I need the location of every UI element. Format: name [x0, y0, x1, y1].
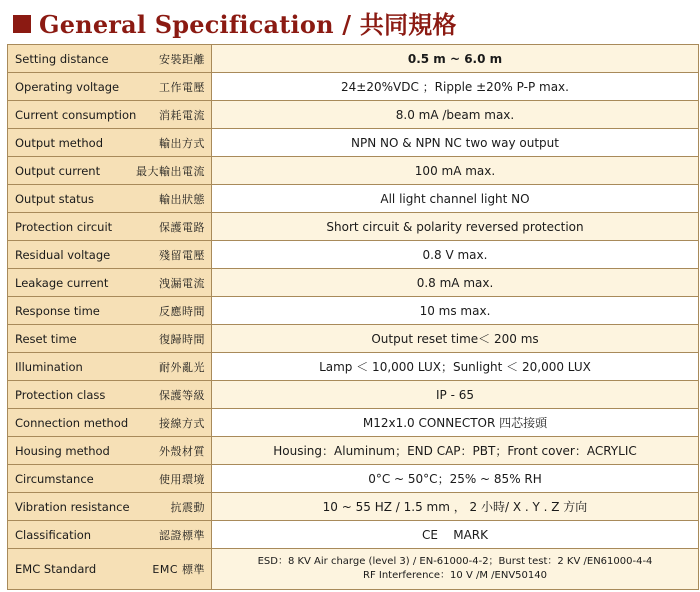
label-zh: 輸出狀態 [159, 192, 205, 206]
row-value: IP - 65 [212, 381, 699, 409]
label-en: Housing method [15, 443, 110, 458]
label-zh: 保護電路 [159, 220, 205, 234]
label-en: EMC Standard [15, 562, 97, 576]
label-en: Protection class [15, 387, 106, 402]
label-en: Classification [15, 527, 92, 542]
label-en: Response time [15, 303, 100, 318]
label-zh: 外殼材質 [159, 444, 205, 458]
table-row [8, 297, 699, 325]
row-value: NPN NO & NPN NC two way output [212, 129, 699, 157]
section-header [0, 0, 700, 44]
row-value: M12x1.0 CONNECTOR 四芯接頭 [212, 409, 699, 437]
label-en: Reset time [15, 331, 77, 346]
label-zh: 反應時間 [159, 304, 205, 318]
label-zh: EMC 標準 [152, 563, 205, 576]
row-label [8, 157, 212, 185]
label-en: Output current [15, 163, 101, 178]
table-row [8, 381, 699, 409]
row-label [8, 353, 212, 381]
label-en: Operating voltage [15, 79, 120, 94]
row-label [8, 409, 212, 437]
table-row [8, 521, 699, 549]
table-row [8, 241, 699, 269]
row-value: Housing：Aluminum；END CAP：PBT；Front cover：ACRYLIC [212, 437, 699, 465]
label-zh: 抗震動 [170, 500, 205, 514]
row-label [8, 297, 212, 325]
row-value: All light channel light NO [212, 185, 699, 213]
row-value: 0.8 mA max. [212, 269, 699, 297]
label-zh: 洩漏電流 [159, 276, 205, 290]
label-en: Illumination [15, 359, 83, 374]
row-value: Output reset time＜ 200 ms [212, 325, 699, 353]
label-zh: 認證標準 [159, 528, 205, 542]
row-value [212, 549, 699, 590]
table-row [8, 129, 699, 157]
label-en: Current consumption [15, 107, 137, 122]
row-label [8, 465, 212, 493]
label-zh: 保護等級 [159, 388, 205, 402]
table-row [8, 409, 699, 437]
emc-line-1: ESD：8 KV Air charge (level 3) / EN-61000-4-2；Burst test：2 KV /EN61000-4-4 [257, 556, 653, 567]
label-zh: 消耗電流 [159, 108, 205, 122]
table-row [8, 325, 699, 353]
label-zh: 使用環境 [159, 472, 205, 486]
row-value: 24±20%VDC ；Ripple ±20% P-P max. [212, 73, 699, 101]
row-label [8, 73, 212, 101]
label-zh: 最大輸出電流 [136, 164, 205, 178]
page-title: General Specification / 共同規格 [39, 9, 457, 39]
emc-line-2: RF Interference：10 V /M /ENV50140 [363, 570, 547, 581]
table-row [8, 213, 699, 241]
table-row [8, 157, 699, 185]
label-zh: 接線方式 [159, 416, 205, 430]
row-value: 8.0 mA /beam max. [212, 101, 699, 129]
row-value: 0°C ~ 50°C；25% ~ 85% RH [212, 465, 699, 493]
table-row [8, 353, 699, 381]
label-zh: 耐外亂光 [159, 360, 205, 374]
table-row [8, 269, 699, 297]
row-label [8, 521, 212, 549]
row-label [8, 45, 212, 73]
label-zh: 復歸時間 [159, 332, 205, 346]
row-label [8, 241, 212, 269]
row-value: 100 mA max. [212, 157, 699, 185]
row-label [8, 549, 212, 590]
table-row [8, 45, 699, 73]
label-en: Output method [15, 135, 104, 150]
label-zh: 工作電壓 [159, 80, 205, 94]
label-en: Residual voltage [15, 247, 111, 262]
label-en: Setting distance [15, 51, 109, 66]
label-zh: 安裝距離 [159, 52, 205, 66]
row-label [8, 437, 212, 465]
row-value: 10 ~ 55 HZ / 1.5 mm ， 2 小時/ X . Y . Z 方向 [212, 493, 699, 521]
table-row [8, 493, 699, 521]
label-en: Output status [15, 191, 94, 206]
table-row [8, 465, 699, 493]
table-row [8, 185, 699, 213]
row-value: Short circuit & polarity reversed protection [212, 213, 699, 241]
label-en: Circumstance [15, 471, 94, 486]
table-row [8, 73, 699, 101]
row-value: Lamp ＜ 10,000 LUX；Sunlight ＜ 20,000 LUX [212, 353, 699, 381]
row-value: 0.8 V max. [212, 241, 699, 269]
row-label [8, 325, 212, 353]
label-zh: 殘留電壓 [159, 248, 205, 262]
label-zh: 輸出方式 [159, 136, 205, 150]
row-label [8, 269, 212, 297]
row-label [8, 213, 212, 241]
label-en: Connection method [15, 415, 129, 430]
row-label [8, 101, 212, 129]
table-row [8, 549, 699, 590]
label-en: Vibration resistance [15, 499, 130, 514]
specification-table [7, 44, 699, 590]
table-row [8, 101, 699, 129]
row-value: CE MARK [212, 521, 699, 549]
header-square-icon [13, 15, 31, 33]
row-label [8, 185, 212, 213]
table-row [8, 437, 699, 465]
label-en: Leakage current [15, 275, 109, 290]
row-label [8, 493, 212, 521]
row-label [8, 129, 212, 157]
row-value: 0.5 m ~ 6.0 m [212, 45, 699, 73]
row-label [8, 381, 212, 409]
row-value: 10 ms max. [212, 297, 699, 325]
label-en: Protection circuit [15, 219, 113, 234]
